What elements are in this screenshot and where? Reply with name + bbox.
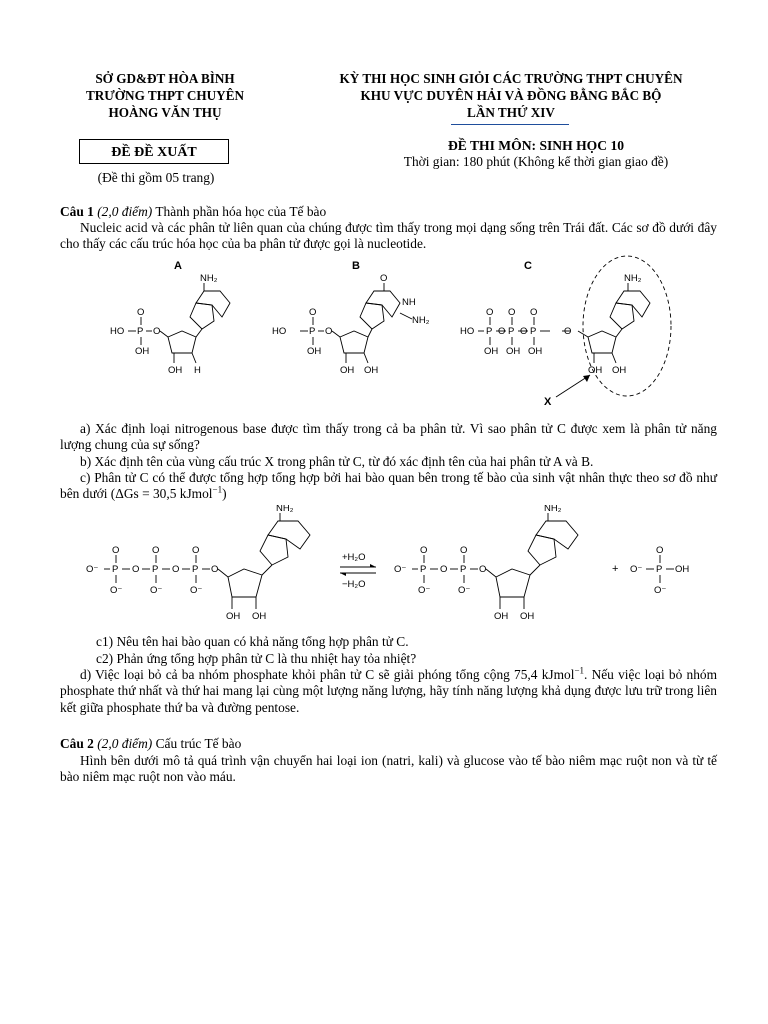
svg-text:O⁻: O⁻ xyxy=(418,585,431,596)
svg-text:O: O xyxy=(420,545,428,556)
svg-text:HO: HO xyxy=(460,326,475,337)
svg-text:O⁻: O⁻ xyxy=(190,585,203,596)
svg-text:P: P xyxy=(152,564,159,575)
q2-label: Câu 2 xyxy=(60,736,94,751)
exam-header-line2: KHU VỰC DUYÊN HẢI VÀ ĐỒNG BẰNG BẮC BỘ xyxy=(360,88,662,103)
svg-text:P: P xyxy=(656,564,663,575)
q1-part-c2: c2) Phản ứng tổng hợp phân tử C là thu nhiệt hay tỏa nhiệt? xyxy=(96,651,417,666)
q1-intro: Nucleic acid và các phân tử liên quan của chúng được tìm thấy trong mọi dạng sống trên Trái đất. Các sơ đồ dưới đây cho thấy các cấu trúc hóa học của ba phân tử được gọi là nucleotide. xyxy=(60,220,717,252)
school-header xyxy=(60,70,270,121)
school-header-line3: HOÀNG VĂN THỤ xyxy=(108,105,222,120)
svg-text:O: O xyxy=(380,273,388,284)
time-note: Thời gian: 180 phút (Không kể thời gian giao đề) xyxy=(403,154,669,169)
pages-note: (Đề thi gồm 05 trang) xyxy=(97,170,215,185)
svg-text:HO: HO xyxy=(272,326,287,337)
svg-text:O: O xyxy=(460,545,468,556)
q1-topic: Thành phần hóa học của Tế bào xyxy=(155,204,327,219)
svg-text:O: O xyxy=(479,564,487,575)
svg-text:P: P xyxy=(137,326,144,337)
svg-text:P: P xyxy=(530,326,537,337)
svg-text:OH: OH xyxy=(612,365,627,376)
svg-text:NH₂: NH₂ xyxy=(544,505,562,514)
svg-text:OH: OH xyxy=(307,346,322,357)
svg-text:O: O xyxy=(192,545,200,556)
exam-header-line1: KỲ THI HỌC SINH GIỎI CÁC TRƯỜNG THPT CHUYÊN xyxy=(339,71,683,86)
svg-text:O: O xyxy=(498,326,506,337)
svg-text:O: O xyxy=(153,326,161,337)
svg-text:O: O xyxy=(309,307,317,318)
svg-text:OH: OH xyxy=(588,365,603,376)
svg-text:P: P xyxy=(460,564,467,575)
svg-text:O: O xyxy=(508,307,516,318)
q1-part-b: b) Xác định tên của vùng cấu trúc X trong phân tử C, từ đó xác định tên của hai phân tử A và B. xyxy=(80,454,594,469)
q2-topic: Cấu trúc Tế bào xyxy=(155,736,242,751)
svg-text:NH: NH xyxy=(402,297,416,308)
svg-text:H: H xyxy=(194,365,201,376)
subject-title: ĐỀ THI MÔN: SINH HỌC 10 xyxy=(447,138,625,153)
svg-text:NH₂: NH₂ xyxy=(200,273,218,284)
svg-text:OH: OH xyxy=(226,611,241,622)
svg-text:OH: OH xyxy=(340,365,355,376)
svg-text:O: O xyxy=(564,326,572,337)
svg-text:O: O xyxy=(112,545,120,556)
svg-text:NH₂: NH₂ xyxy=(624,273,642,284)
forward-label: +H₂O xyxy=(342,552,366,563)
q1-points: (2,0 điểm) xyxy=(97,204,153,219)
proposal-box: ĐỀ ĐỀ XUẤT xyxy=(79,139,229,164)
svg-text:OH: OH xyxy=(364,365,379,376)
svg-text:O: O xyxy=(172,564,180,575)
q2-intro: Hình bên dưới mô tả quá trình vận chuyển hai loại ion (natri, kali) và glucose vào tế bào niêm mạc ruột non và từ tế bào niêm mạc ruột non vào máu. xyxy=(60,753,717,785)
svg-text:OH: OH xyxy=(135,346,150,357)
svg-text:OH: OH xyxy=(494,611,509,622)
svg-text:P: P xyxy=(486,326,493,337)
svg-text:O: O xyxy=(325,326,333,337)
svg-text:OH: OH xyxy=(520,611,535,622)
svg-text:NH₂: NH₂ xyxy=(276,505,294,514)
svg-text:HO: HO xyxy=(110,326,125,337)
svg-text:P: P xyxy=(112,564,119,575)
svg-text:O: O xyxy=(530,307,538,318)
svg-text:O⁻: O⁻ xyxy=(86,564,99,575)
svg-text:OH: OH xyxy=(528,346,543,357)
q1-part-c1: c1) Nêu tên hai bào quan có khả năng tổng hợp phân tử C. xyxy=(96,634,409,649)
svg-text:OH: OH xyxy=(252,611,267,622)
reverse-label: −H₂O xyxy=(342,579,366,590)
svg-text:P: P xyxy=(309,326,316,337)
svg-text:O⁻: O⁻ xyxy=(458,585,471,596)
label-x: X xyxy=(544,396,552,408)
svg-text:O: O xyxy=(520,326,528,337)
svg-text:OH: OH xyxy=(168,365,183,376)
svg-text:O⁻: O⁻ xyxy=(394,564,407,575)
svg-text:O: O xyxy=(486,307,494,318)
svg-text:O⁻: O⁻ xyxy=(630,564,643,575)
svg-text:O: O xyxy=(152,545,160,556)
svg-text:O: O xyxy=(440,564,448,575)
school-header-line1: SỞ GD&ĐT HÒA BÌNH xyxy=(95,71,235,86)
svg-text:OH: OH xyxy=(484,346,499,357)
svg-text:P: P xyxy=(192,564,199,575)
q1-part-c: c) Phân tử C có thể được tổng hợp tổng hợp bởi hai bào quan bên trong tế bào của sinh vật nhân thực theo sơ đồ như bên dưới (ΔGs = 30,5 kJmol$^{-1}$) xyxy=(60,470,717,502)
q1-part-a: a) Xác định loại nitrogenous base được tìm thấy trong cả ba phân tử. Vì sao phân tử C được xem là phân tử năng lượng chung của sự sống? xyxy=(60,421,717,453)
exam-header-line3: LẦN THỨ XIV xyxy=(467,105,555,120)
school-header-line2: TRƯỜNG THPT CHUYÊN xyxy=(85,88,245,103)
atp-reaction-figure xyxy=(0,505,768,627)
svg-text:O⁻: O⁻ xyxy=(654,585,667,596)
svg-text:O: O xyxy=(132,564,140,575)
exam-header xyxy=(296,70,726,121)
nucleotide-figure xyxy=(0,255,768,415)
label-c: C xyxy=(524,260,532,272)
q1-part-d: d) Việc loại bỏ cả ba nhóm phosphate khỏi phân tử C sẽ giải phóng tổng cộng 75,4 kJmol$^{-1}$. Nếu việc loại bỏ nhóm phosphate thứ nhất và thứ hai mang lại cùng một lượng năng lượng, hãy tính năng lượng khả dụng được lưu trữ trong liên kết giữa phosphate thứ ba và đường pentose. xyxy=(60,665,717,715)
svg-text:O: O xyxy=(137,307,145,318)
svg-text:P: P xyxy=(508,326,515,337)
svg-text:O⁻: O⁻ xyxy=(150,585,163,596)
svg-text:OH: OH xyxy=(675,564,690,575)
label-a: A xyxy=(174,260,182,272)
plus-sign: + xyxy=(612,563,619,575)
q2-points: (2,0 điểm) xyxy=(97,736,153,751)
q1-label: Câu 1 xyxy=(60,204,94,219)
svg-text:O⁻: O⁻ xyxy=(110,585,123,596)
svg-text:P: P xyxy=(420,564,427,575)
svg-text:O: O xyxy=(656,545,664,556)
svg-text:NH₂: NH₂ xyxy=(412,315,430,326)
q2-heading xyxy=(60,736,717,752)
q1-heading xyxy=(60,204,717,220)
header-underline xyxy=(451,124,569,125)
svg-text:OH: OH xyxy=(506,346,521,357)
label-b: B xyxy=(352,260,360,272)
svg-text:O: O xyxy=(211,564,219,575)
